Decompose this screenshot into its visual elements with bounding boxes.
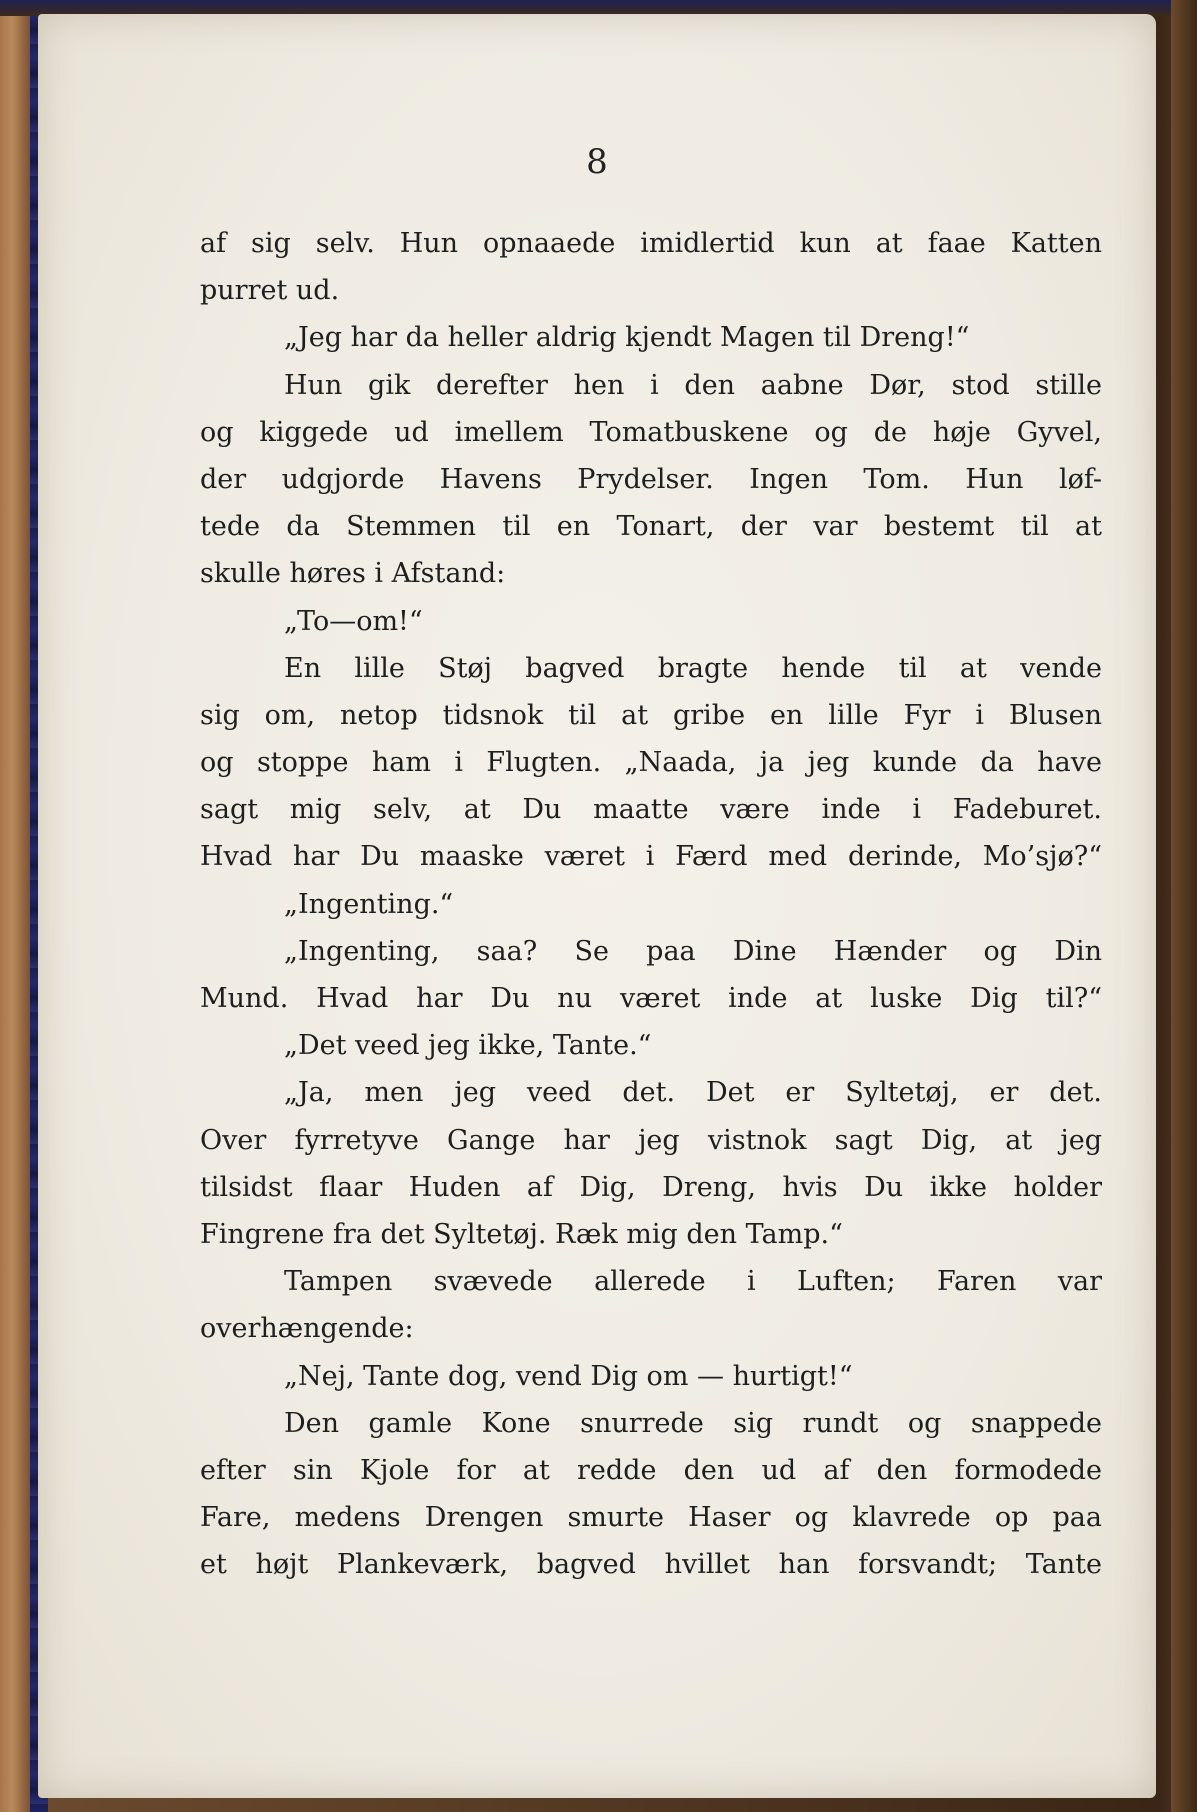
text-line: Fare, medens Drengen smurte Haser og klavrede op paa <box>200 1502 1102 1534</box>
text-line: „Det veed jeg ikke, Tante.“ <box>284 1030 652 1062</box>
text-line: Mund. Hvad har Du nu været inde at luske Dig til?“ <box>200 983 1102 1014</box>
text-line: Fingrene fra det Syltetøj. Ræk mig den Tamp.“ <box>200 1218 843 1250</box>
text-line: tede da Stemmen til en Tonart, der var bestemt til at <box>200 511 1102 543</box>
text-line: Tampen svævede allerede i Luften; Faren var <box>284 1266 1102 1298</box>
text-line: „To—om!“ <box>284 605 423 637</box>
text-line: „Ingenting.“ <box>284 888 454 920</box>
text-line: overhængende: <box>200 1313 414 1345</box>
text-line: og kiggede ud imellem Tomatbuskene og de høje Gyvel, <box>200 416 1102 448</box>
text-line: „Ingenting, saa? Se paa Dine Hænder og Din <box>284 935 1102 967</box>
text-line: der udgjorde Havens Prydelser. Ingen Tom. Hun løf- <box>200 463 1102 495</box>
text-line: En lille Støj bagved bragte hende til at vende <box>284 652 1102 684</box>
text-line: af sig selv. Hun opnaaede imidlertid kun at faae Katten <box>200 228 1102 259</box>
text-line: „Nej, Tante dog, vend Dig om — hurtigt!“ <box>284 1360 853 1392</box>
page-body-text <box>200 220 1102 1588</box>
text-line: „Ja, men jeg veed det. Det er Syltetøj, er det. <box>284 1077 1102 1109</box>
text-line: Hvad har Du maaske været i Færd med derinde, Mo’sjø?“ <box>200 841 1102 873</box>
text-line: efter sin Kjole for at redde den ud af den formodede <box>200 1454 1102 1486</box>
text-line: sig om, netop tidsnok til at gribe en lille Fyr i Blusen <box>200 699 1102 731</box>
book-page <box>38 14 1156 1798</box>
text-line: og stoppe ham i Flugten. „Naada, ja jeg kunde da have <box>200 747 1102 779</box>
text-line: „Jeg har da heller aldrig kjendt Magen til Dreng!“ <box>284 322 970 354</box>
text-line: skulle høres i Afstand: <box>200 558 506 590</box>
book-right-edge <box>1171 0 1197 1812</box>
text-line: purret ud. <box>200 275 340 307</box>
text-line: Over fyrretyve Gange har jeg vistnok sagt Dig, at jeg <box>200 1124 1102 1156</box>
text-line: Den gamle Kone snurrede sig rundt og snappede <box>284 1407 1102 1439</box>
text-line: Hun gik derefter hen i den aabne Dør, stod stille <box>284 369 1102 401</box>
text-line: et højt Plankeværk, bagved hvillet han forsvandt; Tante <box>200 1549 1102 1581</box>
binding-edge <box>0 0 30 1812</box>
text-line: sagt mig selv, at Du maatte være inde i Fadeburet. <box>200 794 1102 826</box>
page-number: 8 <box>586 142 608 182</box>
text-line: tilsidst flaar Huden af Dig, Dreng, hvis Du ikke holder <box>200 1171 1102 1203</box>
